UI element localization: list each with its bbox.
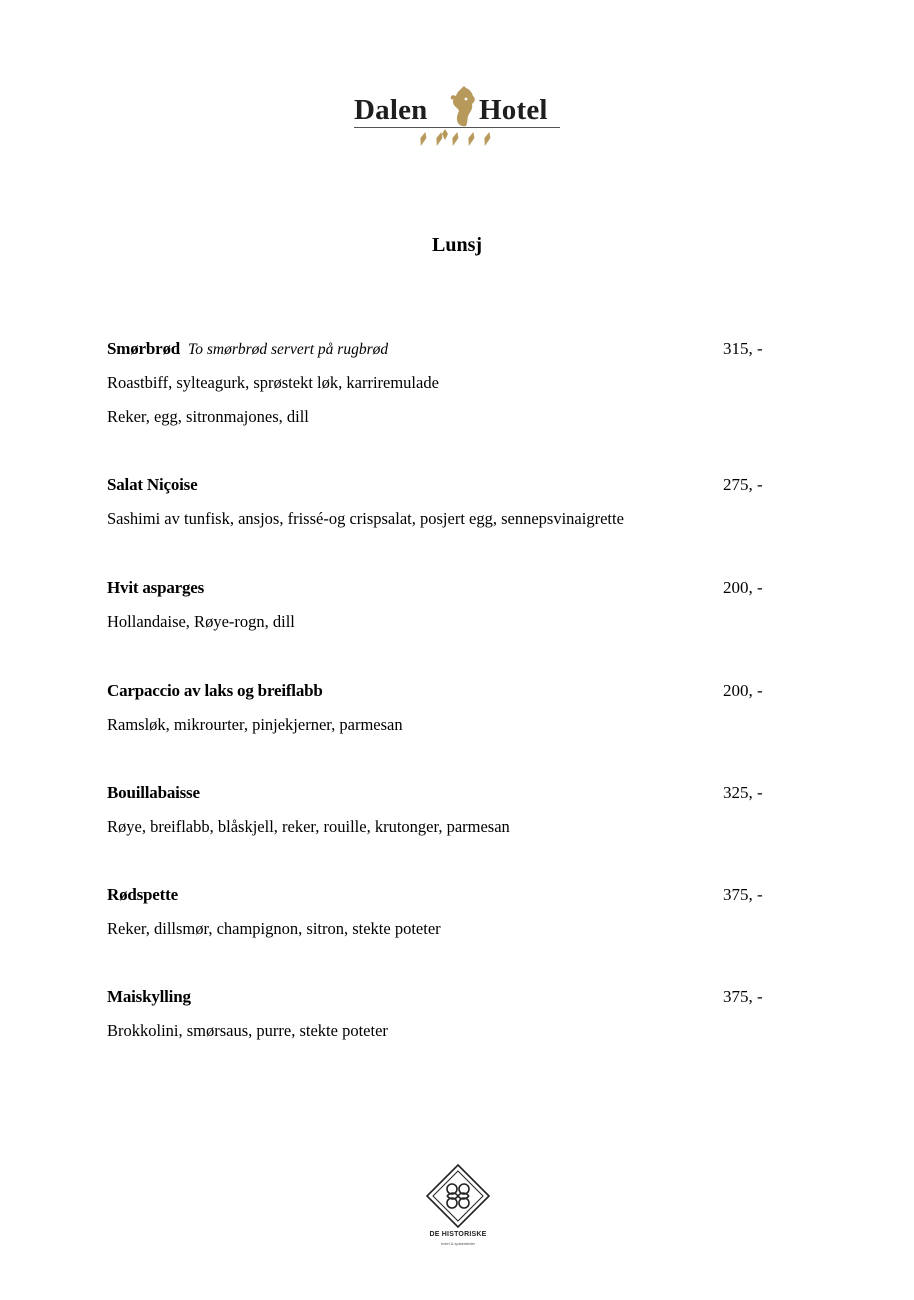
menu-item-name: Rødspette — [107, 885, 178, 904]
menu-item-description: Hollandaise, Røye-rogn, dill — [107, 612, 295, 631]
logo-stars — [418, 130, 498, 148]
de-historiske-emblem-icon — [425, 1163, 491, 1229]
menu-item-maiskylling — [107, 986, 787, 1042]
menu-item-description: Brokkolini, smørsaus, purre, stekte poteter — [107, 1021, 388, 1040]
menu-item-name: Bouillabaisse — [107, 783, 200, 802]
menu-item-description: Reker, dillsmør, champignon, sitron, stekte poteter — [107, 919, 441, 938]
logo-word-left: Dalen — [354, 94, 428, 126]
menu-item-price: 325, - — [723, 783, 763, 802]
menu-item-name: Salat Niçoise — [107, 475, 198, 494]
menu-item-rodspette — [107, 884, 787, 940]
footer-subtitle: hotel & spisesteder — [440, 1241, 476, 1246]
menu-item-price: 375, - — [723, 987, 763, 1006]
menu-item-note: To smørbrød servert på rugbrød — [188, 341, 389, 358]
footer-logo — [414, 1163, 502, 1251]
logo-word-right: Hotel — [479, 94, 548, 126]
menu-item-name: Smørbrød — [107, 339, 181, 358]
menu-item-header — [107, 338, 787, 360]
menu-item-header — [107, 986, 787, 1008]
menu-item-header — [107, 577, 787, 599]
menu-item-description: Røye, breiflabb, blåskjell, reker, rouille, krutonger, parmesan — [107, 817, 510, 836]
footer-name: DE HISTORISKE — [429, 1231, 487, 1238]
hotel-logo — [352, 82, 564, 152]
menu-item-description: Ramsløk, mikrourter, pinjekjerner, parmesan — [107, 715, 403, 734]
menu-item-description: Roastbiff, sylteagurk, sprøstekt løk, karriremulade — [107, 373, 439, 392]
menu-item-description: Sashimi av tunfisk, ansjos, frissé-og crispsalat, posjert egg, sennepsvinaigrette — [107, 509, 624, 528]
menu-item-description: Reker, egg, sitronmajones, dill — [107, 407, 309, 426]
menu-item-salat-nicoise — [107, 474, 787, 530]
menu-item-price: 200, - — [723, 681, 763, 700]
menu-item-name: Carpaccio av laks og breiflabb — [107, 681, 323, 700]
menu-item-price: 200, - — [723, 578, 763, 597]
menu-item-price: 375, - — [723, 885, 763, 904]
menu-item-name: Hvit asparges — [107, 578, 205, 597]
menu-item-header — [107, 474, 787, 496]
menu-item-price: 275, - — [723, 475, 763, 494]
menu-item-bouillabaisse — [107, 782, 787, 838]
logo-rule — [354, 127, 560, 128]
menu-item-carpaccio — [107, 680, 787, 736]
menu-item-name: Maiskylling — [107, 987, 191, 1006]
menu-item-smorbrod — [107, 338, 787, 428]
menu-item-header — [107, 680, 787, 702]
menu-item-price: 315, - — [723, 339, 763, 358]
menu-item-header — [107, 884, 787, 906]
menu-item-hvit-asparges — [107, 577, 787, 633]
page-title: Lunsj — [431, 234, 483, 256]
menu-item-header — [107, 782, 787, 804]
